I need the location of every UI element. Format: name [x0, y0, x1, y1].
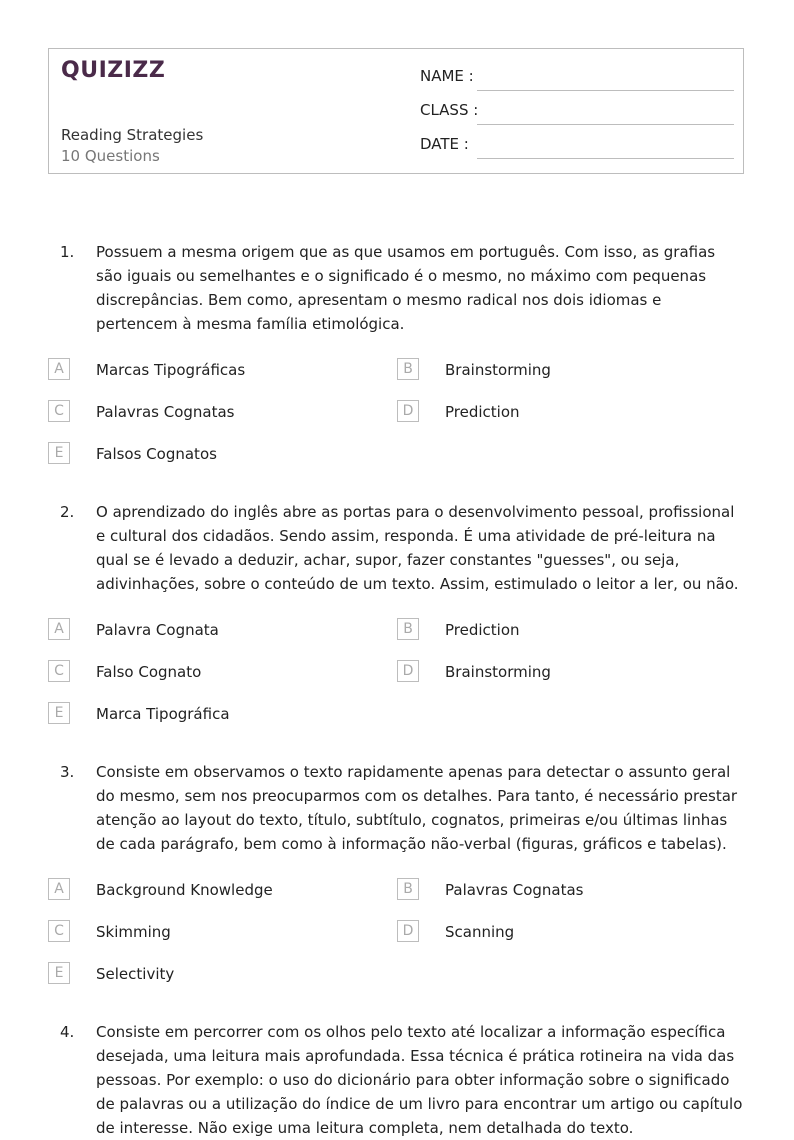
- option-text: Scanning: [445, 923, 515, 941]
- option-text: Background Knowledge: [96, 881, 273, 899]
- answer-options: [48, 618, 744, 744]
- option-letter: C: [48, 400, 70, 422]
- option-e[interactable]: [48, 442, 388, 468]
- question-list: [48, 240, 744, 1140]
- question-stem: [48, 1020, 744, 1140]
- option-text: Falsos Cognatos: [96, 445, 217, 463]
- option-e[interactable]: [48, 702, 388, 728]
- option-text: Prediction: [445, 621, 520, 639]
- question-stem: [48, 760, 744, 856]
- option-c[interactable]: [48, 920, 388, 946]
- question-number: 2.: [60, 503, 75, 521]
- option-text: Brainstorming: [445, 663, 551, 681]
- option-letter: C: [48, 660, 70, 682]
- date-field[interactable]: [420, 135, 734, 159]
- option-text: Marca Tipográfica: [96, 705, 230, 723]
- question: [48, 760, 744, 1004]
- question-stem: [48, 500, 744, 596]
- question-text: Consiste em observamos o texto rapidamente apenas para detectar o assunto geral do mesmo, sem nos preocuparmos com os detalhes. Para tanto, é necessário prestar atenção ao layout do texto, título, subtítulo, cognatos, primeiras e/ou últimas linhas de cada parágrafo, bem como à informação não-verbal (figuras, gráficos e tabelas).: [96, 763, 738, 853]
- option-letter: D: [397, 400, 419, 422]
- question: [48, 240, 744, 484]
- option-d[interactable]: [397, 920, 737, 946]
- option-text: Brainstorming: [445, 361, 551, 379]
- option-letter: E: [48, 442, 70, 464]
- option-letter: D: [397, 920, 419, 942]
- option-letter: E: [48, 702, 70, 724]
- question-number: 4.: [60, 1023, 75, 1041]
- option-d[interactable]: [397, 660, 737, 686]
- question: [48, 1020, 744, 1140]
- name-label: NAME :: [420, 67, 474, 85]
- option-letter: C: [48, 920, 70, 942]
- worksheet-title: Reading Strategies: [61, 126, 204, 144]
- answer-options: [48, 878, 744, 1004]
- option-a[interactable]: [48, 878, 388, 904]
- class-field[interactable]: [420, 101, 734, 125]
- option-text: Marcas Tipográficas: [96, 361, 246, 379]
- option-a[interactable]: [48, 358, 388, 384]
- option-letter: A: [48, 358, 70, 380]
- class-label: CLASS :: [420, 101, 479, 119]
- option-text: Skimming: [96, 923, 171, 941]
- date-label: DATE :: [420, 135, 469, 153]
- worksheet-header: [48, 48, 744, 174]
- question-text: Consiste em percorrer com os olhos pelo texto até localizar a informação específica desejada, uma leitura mais aprofundada. Essa técnica é prática rotineira na vida das pessoas. Por exemplo: o uso do dicionário para obter informação sobre o significado de palavras ou a utilização do índice de um livro para encontrar um artigo ou capítulo de interesse. Não exige uma leitura completa, nem detalhada do texto.: [96, 1023, 743, 1137]
- option-d[interactable]: [397, 400, 737, 426]
- option-c[interactable]: [48, 400, 388, 426]
- name-line[interactable]: [477, 90, 734, 91]
- quizizz-logo: QUIZIZZ: [61, 58, 166, 83]
- option-text: Palavra Cognata: [96, 621, 219, 639]
- option-b[interactable]: [397, 878, 737, 904]
- option-letter: D: [397, 660, 419, 682]
- name-field[interactable]: [420, 67, 734, 91]
- option-text: Palavras Cognatas: [445, 881, 584, 899]
- option-b[interactable]: [397, 618, 737, 644]
- option-a[interactable]: [48, 618, 388, 644]
- question-text: O aprendizado do inglês abre as portas para o desenvolvimento pessoal, profissional e cultural dos cidadãos. Sendo assim, responda. É uma atividade de pré-leitura na qual se é levado a deduzir, achar, supor, fazer constantes "guesses", ou seja, adivinhações, sobre o conteúdo de um texto. Assim, estimulado o leitor a ler, ou não.: [96, 503, 739, 593]
- question: [48, 500, 744, 744]
- option-letter: A: [48, 878, 70, 900]
- option-text: Prediction: [445, 403, 520, 421]
- option-letter: B: [397, 618, 419, 640]
- option-letter: B: [397, 878, 419, 900]
- option-b[interactable]: [397, 358, 737, 384]
- date-line[interactable]: [477, 158, 734, 159]
- question-number: 3.: [60, 763, 75, 781]
- option-text: Falso Cognato: [96, 663, 202, 681]
- question-number: 1.: [60, 243, 75, 261]
- question-stem: [48, 240, 744, 336]
- option-letter: A: [48, 618, 70, 640]
- answer-options: [48, 358, 744, 484]
- option-text: Palavras Cognatas: [96, 403, 235, 421]
- option-c[interactable]: [48, 660, 388, 686]
- question-count: 10 Questions: [61, 147, 160, 165]
- option-e[interactable]: [48, 962, 388, 988]
- option-letter: B: [397, 358, 419, 380]
- option-text: Selectivity: [96, 965, 175, 983]
- option-letter: E: [48, 962, 70, 984]
- class-line[interactable]: [477, 124, 734, 125]
- question-text: Possuem a mesma origem que as que usamos em português. Com isso, as grafias são iguais ou semelhantes e o significado é o mesmo, no máximo com pequenas discrepâncias. Bem como, apresentam o mesmo radical nos dois idiomas e pertencem à mesma família etimológica.: [96, 243, 716, 333]
